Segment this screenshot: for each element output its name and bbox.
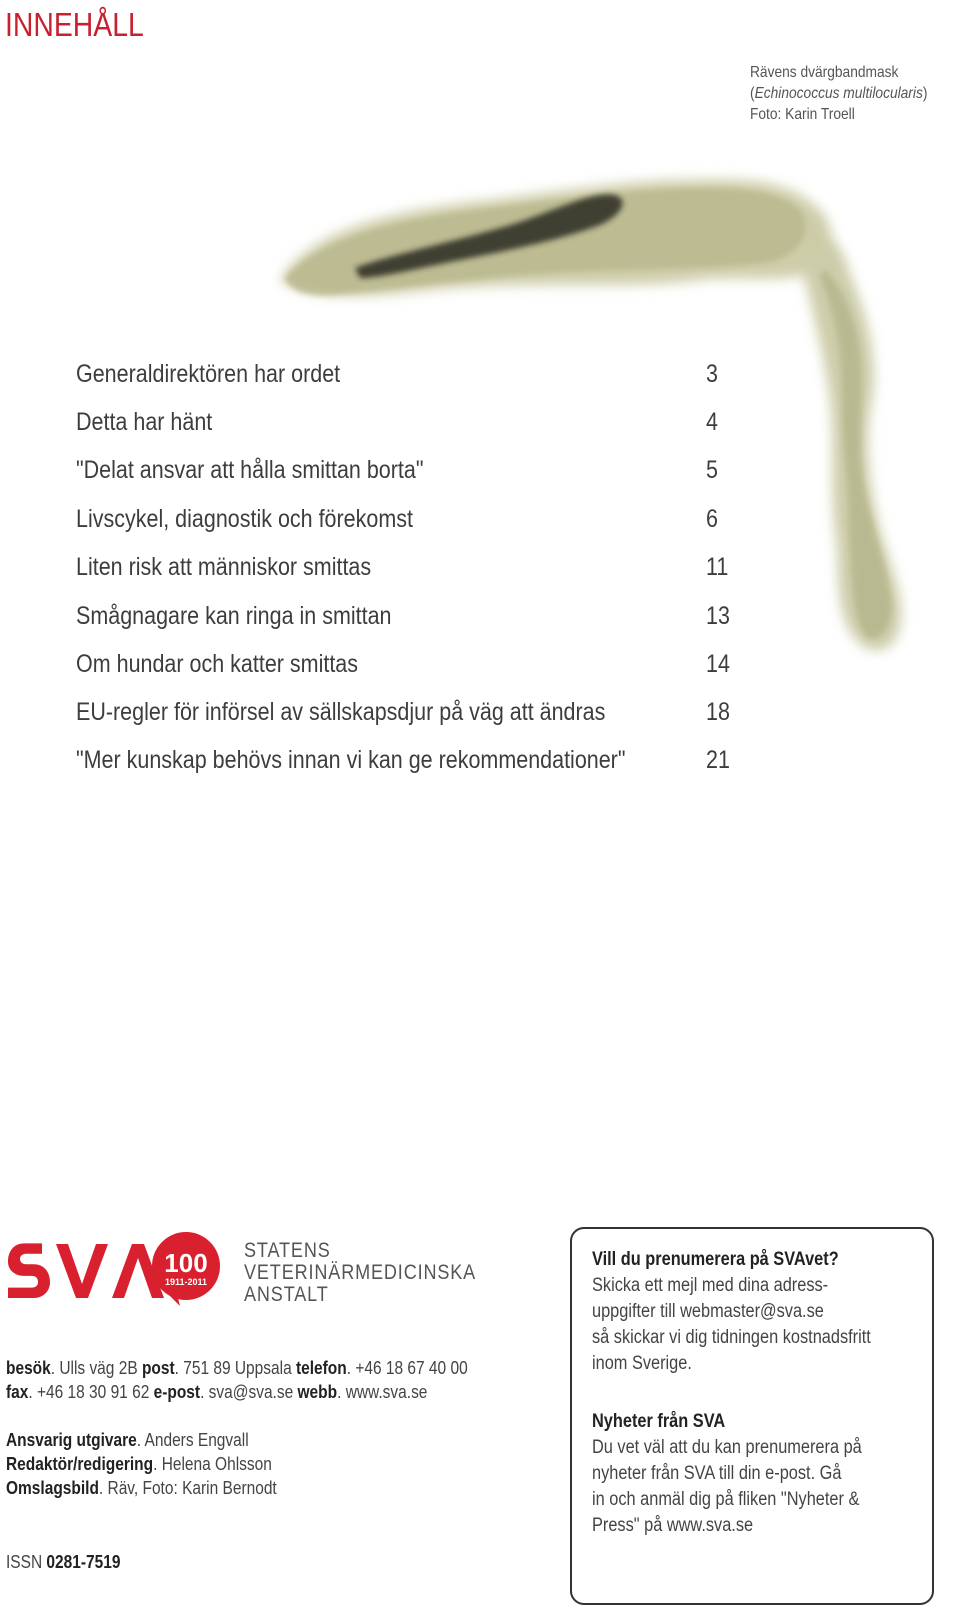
email-label: e-post [153, 1382, 201, 1402]
toc-row [76, 408, 736, 448]
toc-page-number: 6 [706, 505, 718, 533]
phone-label: telefon [295, 1358, 347, 1378]
logo-badge-number: 100 [164, 1248, 208, 1278]
subscribe-line: inom Sverige. [592, 1353, 692, 1374]
contact-line-2 [6, 1380, 427, 1404]
web-label: webb [297, 1382, 338, 1402]
toc-page-number: 13 [706, 602, 730, 630]
agency-name [244, 1240, 476, 1306]
sva-logo [4, 1228, 224, 1308]
toc-row [76, 602, 736, 642]
caption-line-2 [750, 83, 927, 104]
news-text [592, 1409, 862, 1539]
toc-row [76, 553, 736, 593]
subscribe-box [570, 1227, 934, 1605]
caption-line-1: Rävens dvärgbandmask [750, 64, 899, 81]
toc-row [76, 698, 736, 738]
caption-paren-close: ) [922, 85, 928, 102]
visit-value: . Ulls väg 2B [50, 1358, 142, 1378]
toc-title: Om hundar och katter smittas [76, 650, 358, 678]
cover-value: . Räv, Foto: Karin Bernodt [98, 1478, 277, 1498]
toc-title: EU-regler för införsel av sällskapsdjur på väg att ändras [76, 698, 606, 726]
news-heading: Nyheter från SVA [592, 1411, 726, 1432]
editor-label: Redaktör/redigering [6, 1454, 154, 1474]
publisher-value: . Anders Engvall [136, 1430, 249, 1450]
subscribe-heading: Vill du prenumerera på SVAvet? [592, 1249, 839, 1270]
post-value: . 751 89 Uppsala [174, 1358, 296, 1378]
toc-title: "Mer kunskap behövs innan vi kan ge rekommendationer" [76, 746, 626, 774]
fax-label: fax [6, 1382, 29, 1402]
agency-name-line-3: ANSTALT [244, 1283, 329, 1306]
subscribe-text [592, 1247, 871, 1377]
toc-title: Generaldirektören har ordet [76, 360, 341, 388]
credit-editor [6, 1452, 272, 1476]
logo-badge-years: 1911-2011 [164, 1277, 208, 1287]
credit-publisher [6, 1428, 249, 1452]
toc-page-number: 5 [706, 456, 718, 484]
web-value: . www.sva.se [337, 1382, 428, 1402]
post-label: post [141, 1358, 175, 1378]
toc-row [76, 746, 736, 786]
toc-page-number: 21 [706, 746, 730, 774]
fax-value: . +46 18 30 91 62 [28, 1382, 154, 1402]
contact-line-1 [6, 1356, 468, 1380]
issn-label: ISSN [6, 1552, 47, 1572]
phone-value: . +46 18 67 40 00 [346, 1358, 468, 1378]
news-line: in och anmäl dig på fliken "Nyheter & [592, 1489, 860, 1510]
toc-page-number: 14 [706, 650, 730, 678]
toc-title: Liten risk att människor smittas [76, 553, 372, 581]
news-line: Du vet väl att du kan prenumerera på [592, 1437, 862, 1458]
subscribe-line: uppgifter till webmaster@sva.se [592, 1301, 824, 1322]
toc-title: Smågnagare kan ringa in smittan [76, 602, 392, 630]
toc-page-number: 11 [706, 553, 729, 581]
email-value: . sva@sva.se [200, 1382, 298, 1402]
toc-page-number: 3 [706, 360, 718, 388]
agency-name-line-2: VETERINÄRMEDICINSKA [244, 1261, 477, 1284]
toc-title: "Delat ansvar att hålla smittan borta" [76, 456, 424, 484]
publisher-label: Ansvarig utgivare [6, 1430, 137, 1450]
issn [6, 1550, 120, 1574]
agency-name-line-1: STATENS [244, 1239, 331, 1262]
toc-row [76, 650, 736, 690]
subscribe-line: Skicka ett mejl med dina adress- [592, 1275, 829, 1296]
toc-page-number: 18 [706, 698, 730, 726]
caption-species: Echinococcus multilocularis [754, 85, 923, 102]
cover-label: Omslagsbild [6, 1478, 99, 1498]
toc-title: Livscykel, diagnostik och förekomst [76, 505, 413, 533]
page-title: INNEHÅLL [5, 6, 144, 43]
visit-label: besök [6, 1358, 51, 1378]
news-line: nyheter från SVA till din e-post. Gå [592, 1463, 842, 1484]
editor-value: . Helena Ohlsson [153, 1454, 272, 1474]
toc-row [76, 360, 736, 400]
credit-cover [6, 1476, 277, 1500]
toc-row [76, 505, 736, 545]
toc-title: Detta har hänt [76, 408, 213, 436]
news-line: Press" på www.sva.se [592, 1515, 754, 1536]
toc-row [76, 456, 736, 496]
issn-value: 0281-7519 [46, 1552, 121, 1572]
toc-page-number: 4 [706, 408, 718, 436]
caption-line-3: Foto: Karin Troell [750, 106, 855, 123]
subscribe-line: så skickar vi dig tidningen kostnadsfritt [592, 1327, 871, 1348]
caption-paren-open: ( [750, 85, 755, 102]
photo-caption [750, 62, 927, 125]
